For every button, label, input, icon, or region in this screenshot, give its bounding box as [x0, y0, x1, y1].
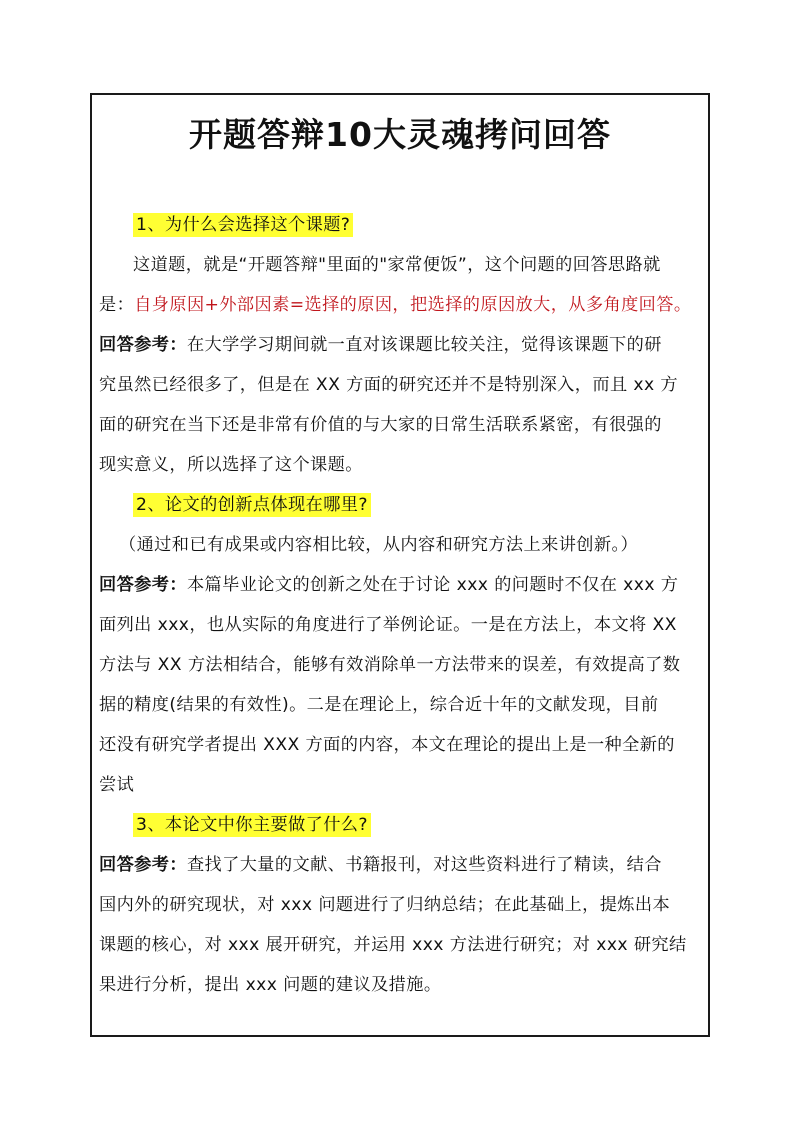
document-content [99, 205, 700, 1005]
answer-line: 据的精度(结果的有效性)。二是在理论上，综合近十年的文献发现，目前 [99, 695, 659, 715]
document-frame [90, 93, 710, 1037]
answer-line [99, 325, 700, 365]
answer-label: 回答参考： [99, 855, 187, 875]
answer-line: 课题的核心，对 xxx 展开研究，并运用 xxx 方法进行研究；对 xxx 研究结 [99, 935, 687, 955]
intro-line-emphasis [99, 285, 700, 325]
question-1-text: 1、为什么会选择这个课题? [133, 213, 353, 237]
answer-label: 回答参考： [99, 575, 187, 595]
question-2-text: 2、论文的创新点体现在哪里? [133, 493, 371, 517]
question-3-text: 3、本论文中你主要做了什么? [133, 813, 371, 837]
answer-line: 面的研究在当下还是非常有价值的与大家的日常生活联系紧密，有很强的 [99, 415, 662, 435]
answer-text: 在大学学习期间就一直对该课题比较关注，觉得该课题下的研 [186, 335, 662, 355]
answer-line: 还没有研究学者提出 XXX 方面的内容，本文在理论的提出上是一种全新的 [99, 735, 675, 755]
answer-text: 本篇毕业论文的创新之处在于讨论 xxx 的问题时不仅在 xxx 方 [186, 575, 679, 595]
answer-line: 究虽然已经很多了，但是在 XX 方面的研究还并不是特别深入，而且 xx 方 [99, 375, 678, 395]
emphasis-text: 自身原因+外部因素=选择的原因，把选择的原因放大，从多角度回答。 [134, 295, 692, 315]
question-2 [99, 485, 700, 525]
answer-line [99, 565, 700, 605]
answer-text: 查找了大量的文献、书籍报刊，对这些资料进行了精读，结合 [186, 855, 662, 875]
intro-prefix: 是： [99, 295, 135, 315]
intro-line: 这道题，就是“开题答辩"里面的"家常便饭”，这个问题的回答思路就 [133, 255, 661, 275]
page-title: 开题答辩10大灵魂拷问回答 [189, 115, 611, 154]
answer-line [99, 845, 700, 885]
question-3 [99, 805, 700, 845]
answer-label: 回答参考： [99, 335, 187, 355]
question-1 [99, 205, 700, 245]
answer-line: 果进行分析，提出 xxx 问题的建议及措施。 [99, 975, 442, 995]
answer-line: 方法与 XX 方法相结合，能够有效消除单一方法带来的误差，有效提高了数 [99, 655, 681, 675]
intro-line: （通过和已有成果或内容相比较，从内容和研究方法上来讲创新。） [119, 535, 639, 555]
answer-line: 面列出 xxx，也从实际的角度进行了举例论证。一是在方法上，本文将 XX [99, 615, 677, 635]
answer-line: 现实意义，所以选择了这个课题。 [99, 455, 363, 475]
answer-line: 国内外的研究现状，对 xxx 问题进行了归纳总结；在此基础上，提炼出本 [99, 895, 671, 915]
answer-line: 尝试 [99, 775, 135, 795]
